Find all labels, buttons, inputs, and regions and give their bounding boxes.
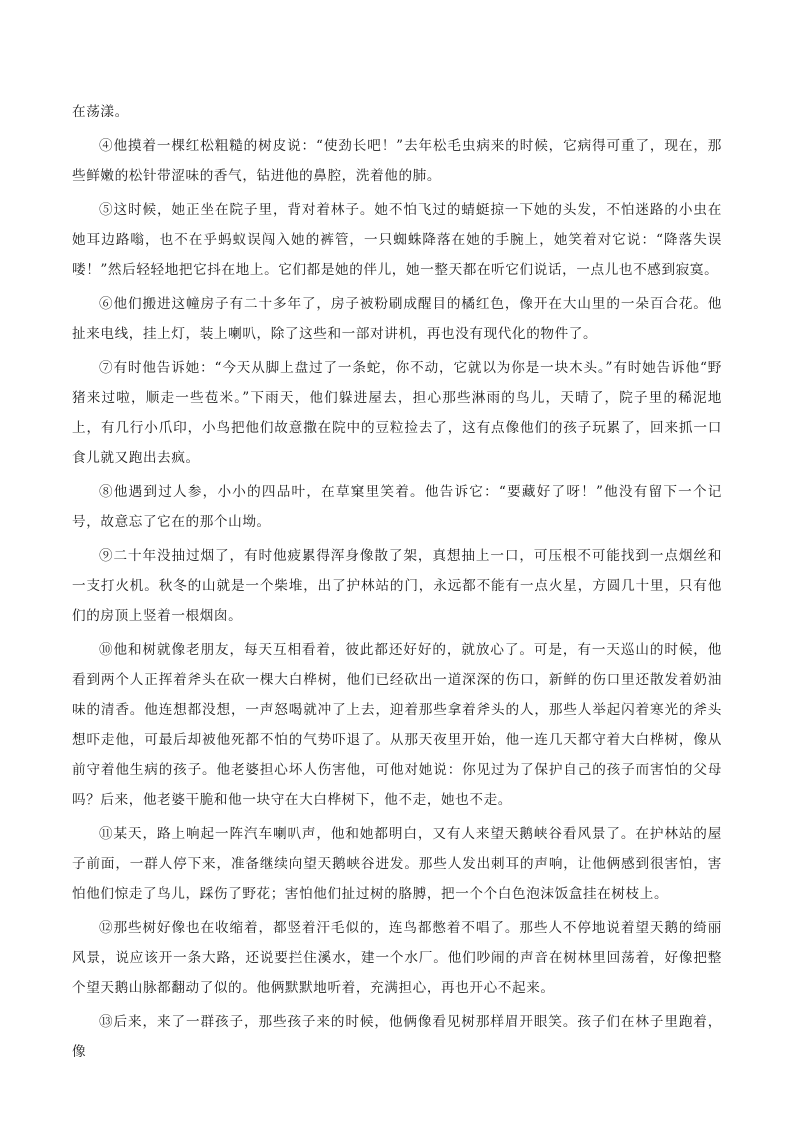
paragraph-4: ④他摸着一棵红松粗糙的树皮说：“使劲长吧！”去年松毛虫病来的时候，它病得可重了，现在，那些鲜嫩的松针带涩味的香气，钻进他的鼻腔，洗着他的肺。 — [72, 138, 722, 184]
paragraph-9: ⑨二十年没抽过烟了，有时他疲累得浑身像散了架，真想抽上一口，可压根不可能找到一点烟丝和一支打火机。秋冬的山就是一个柴堆，出了护林站的门，永远都不能有一点火星，方圆几十里，只有他们的房顶上竖着一根烟囱。 — [72, 548, 722, 624]
paragraph-10: ⑩他和树就像老朋友，每天互相看着，彼此都还好好的，就放心了。可是，有一天巡山的时候，他看到两个人正挥着斧头在砍一棵大白桦树，他们已经砍出一道深深的伤口，新鲜的伤口里还散发着奶油味的清香。他连想都没想，一声怒喝就冲了上去，迎着那些拿着斧头的人，那些人举起闪着寒光的斧头想吓走他，可最后却被他死都不怕的气势吓退了。从那天夜里开始，他一连几天都守着大白桦树，像从前守着他生病的孩子。他老婆担心坏人伤害他，可他对她说：你见过为了保护自己的孩子而害怕的父母吗？后来，他老婆干脆和他一块守在大白桦树下，他不走，她也不走。 — [72, 642, 722, 808]
paragraph-11: ⑪某天，路上响起一阵汽车喇叭声，他和她都明白，又有人来望天鹅峡谷看风景了。在护林站的屋子前面，一群人停下来，准备继续向望天鹅峡谷进发。那些人发出刺耳的声响，让他俩感到很害怕，害怕他们惊走了鸟儿，踩伤了野花；害怕他们扯过树的胳膊，把一个个白色泡沫饭盒挂在树枝上。 — [72, 826, 722, 902]
paragraph-continuation: 在荡漾。 — [72, 104, 129, 120]
paragraph-6: ⑥他们搬进这幢房子有二十多年了，房子被粉刷成醒目的橘红色，像开在大山里的一朵百合花。他扯来电线，挂上灯，装上喇叭，除了这些和一部对讲机，再也没有现代化的物件了。 — [72, 296, 722, 342]
paragraph-7: ⑦有时他告诉她：“今天从脚上盘过了一条蛇，你不动，它就以为你是一块木头。”有时她告诉他“野猪来过啦，顺走一些苞米。”下雨天，他们躲进屋去，担心那些淋雨的鸟儿，天晴了，院子里的稀泥地上，有几行小爪印，小鸟把他们故意撒在院中的豆粒捡去了，这有点像他们的孩子玩累了，回来抓一口食儿就又跑出去疯。 — [72, 360, 722, 466]
paragraph-13: ⑬后来，来了一群孩子，那些孩子来的时候，他俩像看见树那样眉开眼笑。孩子们在林子里跑着，像 — [72, 1014, 722, 1060]
paragraph-12: ⑫那些树好像也在收缩着，都竖着汗毛似的，连鸟都憋着不唱了。那些人不停地说着望天鹅的绮丽风景，说应该开一条大路，还说要拦住溪水，建一个水厂。他们吵闹的声音在树林里回荡着，好像把整个望天鹅山脉都翻动了似的。他俩默默地听着，充满担心，再也开心不起来。 — [72, 920, 722, 996]
article-body — [72, 97, 722, 1071]
paragraph-5: ⑤这时候，她正坐在院子里，背对着林子。她不怕飞过的蜻蜓掠一下她的头发，不怕迷路的小虫在她耳边路嗡，也不在乎蚂蚁误闯入她的裤管，一只蜘蛛降落在她的手腕上，她笑着对它说：“降落失误喽！”然后轻轻地把它抖在地上。它们都是她的伴儿，她一整天都在听它们说话，一点儿也不感到寂寞。 — [72, 202, 722, 278]
paragraph-8: ⑧他遇到过人参，小小的四品叶，在草窠里笑着。他告诉它：“要藏好了呀！”他没有留下一个记号，故意忘了它在的那个山坳。 — [72, 484, 722, 530]
